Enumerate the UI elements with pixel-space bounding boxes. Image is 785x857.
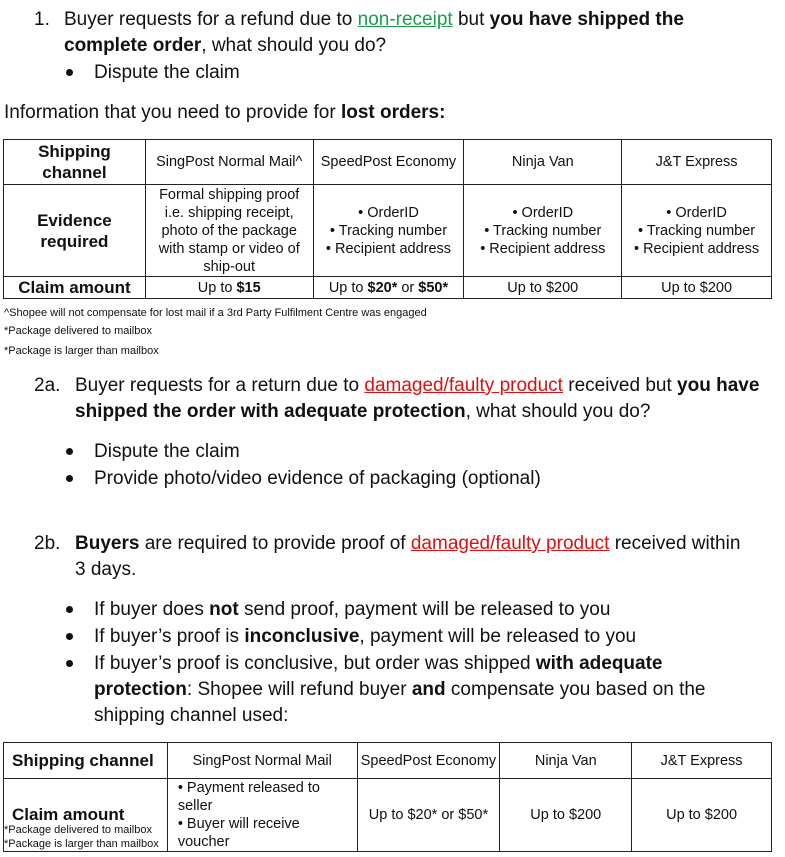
claim-or: or bbox=[397, 279, 419, 296]
q2b-bullet-inconclusive bbox=[94, 624, 636, 650]
non-receipt-link: non-receipt bbox=[357, 9, 453, 30]
q1-text-post: , what should you do? bbox=[201, 35, 387, 56]
q2a-text-mid: received but bbox=[562, 375, 678, 396]
table1-header-claim: Claim amount bbox=[4, 277, 146, 299]
table2-header-shipping-channel: Shipping channel bbox=[4, 743, 168, 779]
bullet-icon bbox=[66, 606, 73, 613]
q1-question bbox=[64, 7, 754, 59]
evidence-line: • Tracking number bbox=[638, 222, 756, 239]
q2b-bullet-no-proof bbox=[94, 597, 610, 623]
claim-line: • Buyer will receive voucher bbox=[177, 816, 300, 850]
evidence-line: • Recipient address bbox=[325, 240, 452, 257]
evidence-line: i.e. shipping receipt, bbox=[164, 204, 294, 221]
table1-evidence-jnt bbox=[622, 185, 772, 277]
table1-channel-speedpost: SpeedPost Economy bbox=[313, 140, 464, 185]
table2-channel-speedpost: SpeedPost Economy bbox=[357, 743, 500, 779]
footnote-fulfilment: ^Shopee will not compensate for lost mail if a 3rd Party Fulfilment Centre was engaged bbox=[4, 307, 427, 319]
q1-bullet-dispute: Dispute the claim bbox=[94, 62, 240, 83]
q2b-bullet-conclusive bbox=[94, 651, 754, 729]
evidence-line: • OrderID bbox=[666, 204, 727, 221]
table2-header-claim: Claim amount bbox=[4, 779, 168, 852]
q2a-text-post: , what should you do? bbox=[465, 401, 651, 422]
q2a-text-bold: you have shipped the order with adequate protection bbox=[75, 375, 760, 422]
table1-channel-jnt: J&T Express bbox=[622, 140, 772, 185]
table2-claim-singpost bbox=[167, 779, 357, 852]
table1-claim-jnt: Up to $200 bbox=[622, 277, 772, 299]
claim-pre: Up to bbox=[197, 279, 237, 296]
bullet-bold: not bbox=[209, 599, 239, 620]
evidence-line: with stamp or video of bbox=[158, 240, 300, 257]
table1-channel-singpost: SingPost Normal Mail^ bbox=[145, 140, 313, 185]
q2a-bullet-dispute: Dispute the claim bbox=[94, 441, 240, 462]
damaged-product-link: damaged/faulty product bbox=[364, 375, 563, 396]
lost-orders-heading bbox=[4, 100, 445, 126]
q1-text-mid: but bbox=[452, 9, 490, 30]
table1-evidence-ninjavan bbox=[464, 185, 622, 277]
table1-claim-ninjavan: Up to $200 bbox=[464, 277, 622, 299]
bullet-text: If buyer’s proof is conclusive, but order was shipped bbox=[94, 653, 536, 674]
table1-evidence-speedpost bbox=[313, 185, 464, 277]
evidence-line: • OrderID bbox=[358, 204, 419, 221]
bullet-text: : Shopee will refund buyer bbox=[186, 679, 412, 700]
table1-evidence-singpost bbox=[145, 185, 313, 277]
q2b-question bbox=[75, 531, 755, 583]
table1-header-shipping-channel: Shipping channel bbox=[4, 140, 146, 185]
table2-claim-speedpost: Up to $20* or $50* bbox=[357, 779, 500, 852]
bullet-icon bbox=[66, 475, 73, 482]
evidence-line: • Recipient address bbox=[480, 240, 606, 257]
bullet-text: If buyer does bbox=[94, 599, 210, 620]
q2a-bullet-evidence: Provide photo/video evidence of packaging (optional) bbox=[94, 468, 541, 489]
q2a-number: 2a. bbox=[34, 375, 61, 396]
q2a-question bbox=[75, 373, 765, 425]
bullet-text: compensate you based on the shipping channel used: bbox=[94, 679, 706, 726]
evidence-line: • OrderID bbox=[512, 204, 574, 221]
claim-line: • Payment released to seller bbox=[177, 780, 320, 814]
footnote-larger: *Package is larger than mailbox bbox=[4, 345, 159, 357]
table1-header-evidence: Evidence required bbox=[4, 185, 146, 277]
evidence-line: • Recipient address bbox=[633, 240, 760, 257]
evidence-line: ship-out bbox=[203, 258, 255, 275]
evidence-line: Formal shipping proof bbox=[159, 186, 300, 203]
bullet-text: If buyer’s proof is bbox=[94, 626, 245, 647]
bullet-bold: with adequate protection bbox=[94, 653, 663, 700]
table1-claim-singpost bbox=[145, 277, 313, 299]
evidence-line: • Tracking number bbox=[329, 222, 448, 239]
table1-channel-ninjavan: Ninja Van bbox=[464, 140, 622, 185]
claim-value: $50* bbox=[418, 279, 449, 296]
q1-text-bold: you have shipped the complete order bbox=[64, 9, 684, 56]
q1-number: 1. bbox=[34, 9, 50, 30]
bullet-text: send proof, payment will be released to you bbox=[238, 599, 611, 620]
q1-text-pre: Buyer requests for a refund due to bbox=[64, 9, 358, 30]
claim-pre: Up to bbox=[328, 279, 368, 296]
footnote-larger: *Package is larger than mailbox bbox=[4, 838, 159, 850]
table2-channel-ninjavan: Ninja Van bbox=[500, 743, 632, 779]
bullet-icon bbox=[66, 660, 73, 667]
bullet-bold: inconclusive bbox=[244, 626, 360, 647]
bullet-bold: and bbox=[411, 679, 446, 700]
footnote-mailbox: *Package delivered to mailbox bbox=[4, 824, 152, 836]
table1-claim-speedpost bbox=[313, 277, 464, 299]
table2-channel-jnt: J&T Express bbox=[632, 743, 772, 779]
table2-claim-jnt: Up to $200 bbox=[632, 779, 772, 852]
q2b-text-bold: Buyers bbox=[75, 533, 140, 554]
q2b-text-post: received within 3 days. bbox=[75, 533, 741, 580]
q2b-number: 2b. bbox=[34, 533, 61, 554]
evidence-line: photo of the package bbox=[161, 222, 297, 239]
lost-orders-bold: lost orders: bbox=[340, 102, 446, 123]
bullet-icon bbox=[66, 69, 73, 76]
evidence-line: • Tracking number bbox=[484, 222, 602, 239]
q2b-text-pre: are required to provide proof of bbox=[139, 533, 411, 554]
claim-value: $20* bbox=[367, 279, 398, 296]
bullet-icon bbox=[66, 448, 73, 455]
lost-orders-pre: Information that you need to provide for bbox=[4, 102, 341, 123]
footnote-mailbox: *Package delivered to mailbox bbox=[4, 325, 152, 337]
q2a-text-pre: Buyer requests for a return due to bbox=[75, 375, 365, 396]
bullet-icon bbox=[66, 633, 73, 640]
bullet-text: , payment will be released to you bbox=[359, 626, 637, 647]
claim-value: $15 bbox=[236, 279, 261, 296]
table2-channel-singpost: SingPost Normal Mail bbox=[167, 743, 357, 779]
lost-orders-table bbox=[3, 139, 772, 299]
table2-claim-ninjavan: Up to $200 bbox=[500, 779, 632, 852]
damaged-product-link: damaged/faulty product bbox=[410, 533, 610, 554]
